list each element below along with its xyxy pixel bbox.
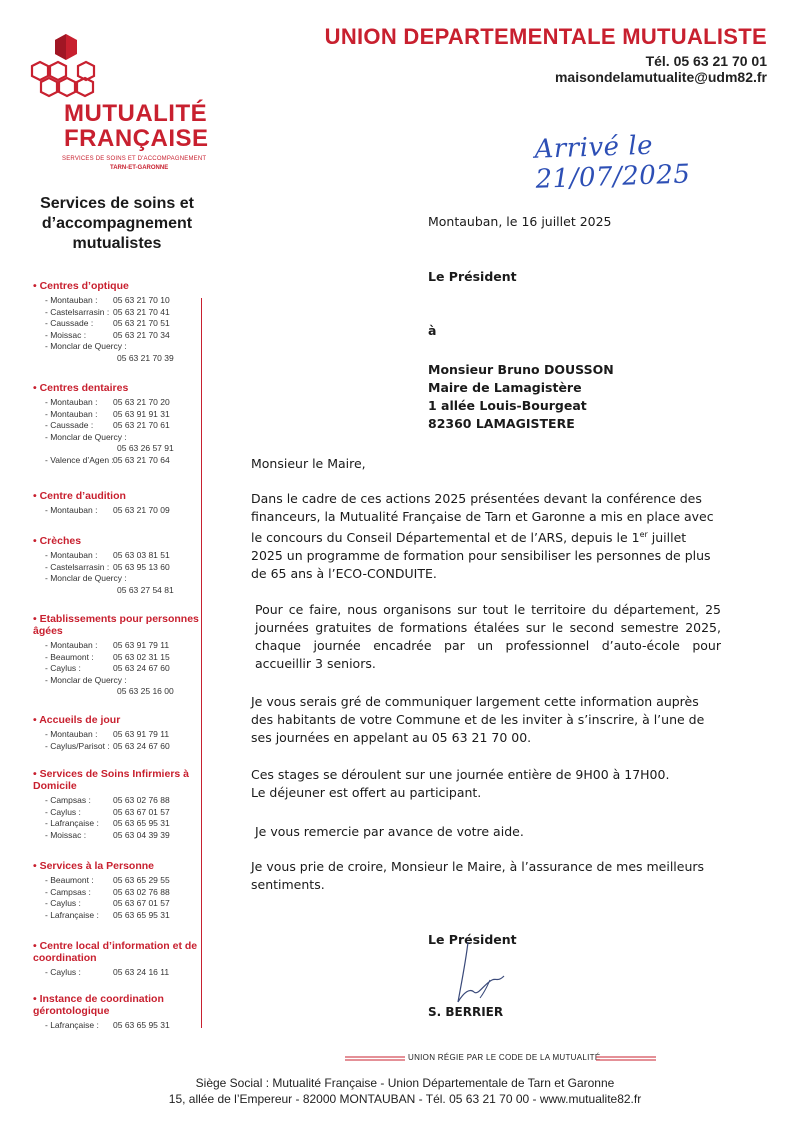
- section-title: • Accueils de jour: [33, 714, 121, 726]
- list-item: - Caylus/Parisot : 05 63 24 67 60: [45, 740, 170, 751]
- paragraph-3: Je vous serais gré de communiquer largement cette information auprès des habitants de votre Commune et de les inviter à s’inscrire, à l’une de ses journées en appelant au 05 63 21 70 00.: [251, 694, 705, 745]
- sidebar-section-dentaires: [33, 382, 201, 466]
- recipient-city: 82360 LAMAGISTERE: [428, 416, 575, 431]
- list-item: - Montauban : 05 63 91 91 31: [45, 408, 170, 419]
- mutualite-francaise-logo: [18, 30, 209, 180]
- signature-title: Le Président: [428, 932, 517, 947]
- sender-title: Le Président: [428, 269, 517, 284]
- footer-head-office: Siège Social : Mutualité Française - Union Départementale de Tarn et Garonne: [195, 1076, 615, 1090]
- sidebar-title: Services de soins et d’accompagnement mutualistes: [40, 195, 194, 252]
- list-item: - Caylus : 05 63 24 67 60: [45, 663, 170, 673]
- brand-line1: MUTUALITÉ: [64, 100, 208, 127]
- sidebar-section-audition: [33, 490, 201, 517]
- sidebar-section-services-personne: [33, 860, 201, 921]
- footer-address: 15, allée de l’Empereur - 82000 MONTAUBAN - Tél. 05 63 21 70 00 - www.mutualite82.fr: [168, 1092, 642, 1106]
- list-item: - Caussade : 05 63 21 70 61: [45, 420, 170, 430]
- list-item: - Monclar de Quercy : 05 63 25 16 00: [45, 674, 174, 696]
- list-item: - Lafrançaise : 05 63 65 95 31: [45, 909, 170, 920]
- recipient-role: Maire de Lamagistère: [428, 380, 582, 395]
- section-title: • Centre d’audition: [33, 490, 126, 502]
- section-title: • Etablissements pour personnes âgées: [33, 613, 199, 637]
- footer-divider-left: [345, 1056, 405, 1062]
- paragraph-4: Ces stages se déroulent sur une journée entière de 9H00 à 17H00. Le déjeuner est offert au participant.: [251, 767, 670, 800]
- list-item: - Montauban : 05 63 91 79 11: [45, 640, 170, 650]
- section-title: • Crèches: [33, 535, 82, 547]
- list-item: - Montauban : 05 63 21 70 20: [45, 397, 170, 407]
- list-item: - Monclar de Quercy : 05 63 27 54 81: [45, 573, 174, 595]
- section-title: • Services à la Personne: [33, 860, 154, 872]
- org-email: maisondelamutualite@udm82.fr: [554, 69, 767, 85]
- section-title: • Instance de coordination gérontologique: [33, 993, 164, 1017]
- hexagon-logo-icon: [18, 30, 193, 100]
- to-label: à: [428, 323, 437, 338]
- sidebar-section-creches: [33, 535, 201, 596]
- list-item: - Lafrançaise : 05 63 65 95 31: [45, 1020, 170, 1030]
- paragraph-5: Je vous remercie par avance de votre aide.: [255, 824, 524, 839]
- brand-line2: FRANÇAISE: [64, 125, 209, 152]
- footer-union-note: UNION RÉGIE PAR LE CODE DE LA MUTUALITÉ: [408, 1053, 601, 1062]
- handwritten-received-note: Arrivé le 21/07/2025: [534, 130, 691, 195]
- paragraph-6: Je vous prie de croire, Monsieur le Maire, à l’assurance de mes meilleurs sentiments.: [251, 859, 705, 892]
- list-item: - Campsas : 05 63 02 76 88: [45, 886, 170, 897]
- org-name: UNION DEPARTEMENTALE MUTUALISTE: [324, 24, 767, 49]
- recipient-street: 1 allée Louis-Bourgeat: [428, 398, 587, 413]
- list-item: - Beaumont : 05 63 02 31 15: [45, 651, 170, 662]
- list-item: - Castelsarrasin : 05 63 21 70 41: [45, 306, 170, 317]
- section-title: • Centres d’optique: [33, 280, 129, 292]
- sidebar-section-accueils-jour: [33, 714, 201, 752]
- paragraph-2: Pour ce faire, nous organisons sur tout le territoire du département, 25 journées gratuites de formations étalées sur le second semestre 2025, chaque journée encadrée par un professionnel d’auto-école pour accueillir 3 seniors.: [255, 602, 721, 671]
- list-item: - Montauban : 05 63 21 70 10: [45, 295, 170, 305]
- list-item: - Montauban : 05 63 21 70 09: [45, 505, 170, 515]
- section-title: • Centres dentaires: [33, 382, 129, 394]
- list-item: - Caylus : 05 63 24 16 11: [45, 967, 170, 977]
- list-item: - Campsas : 05 63 02 76 88: [45, 795, 170, 805]
- salutation: Monsieur le Maire,: [251, 456, 366, 471]
- section-title: • Centre local d’information et de coordination: [33, 940, 198, 964]
- org-phone: Tél. 05 63 21 70 01: [645, 53, 767, 69]
- signature-name: S. BERRIER: [428, 1005, 504, 1019]
- paragraph-1: Dans le cadre de ces actions 2025 présentées devant la conférence des financeurs, la Mutualité Française de Tarn et Garonne a mis en place avec le concours du Conseil Départemental et de l’ARS, depuis le 1er juillet 2025 un programme de formation pour sensibiliser les personnes de plus de 65 ans à l’ECO-CONDUITE.: [251, 491, 714, 582]
- list-item: - Beaumont : 05 63 65 29 55: [45, 875, 170, 885]
- sidebar-section-optique: [33, 280, 201, 364]
- list-item: - Monclar de Quercy : 05 63 21 70 39: [45, 341, 174, 363]
- list-item: - Valence d’Agen : 05 63 21 70 64: [45, 454, 170, 465]
- list-item: - Castelsarrasin : 05 63 95 13 60: [45, 561, 170, 572]
- list-item: - Caylus : 05 63 67 01 57: [45, 806, 170, 817]
- recipient-name: Monsieur Bruno DOUSSON: [428, 362, 614, 377]
- sidebar-section-gerontologique: [33, 993, 201, 1032]
- footer-divider-right: [596, 1056, 656, 1062]
- list-item: - Monclar de Quercy : 05 63 26 57 91: [45, 431, 174, 453]
- list-item: - Lafrançaise : 05 63 65 95 31: [45, 818, 170, 828]
- sidebar-section-ssiad: [33, 768, 201, 841]
- brand-tagline: SERVICES DE SOINS ET D'ACCOMPAGNEMENT: [62, 156, 207, 162]
- letter-date: Montauban, le 16 juillet 2025: [428, 214, 612, 229]
- list-item: - Montauban : 05 63 03 81 51: [45, 550, 170, 560]
- handwritten-signature: [440, 940, 530, 1010]
- sidebar-section-personnes-agees: [33, 613, 201, 698]
- sidebar-section-clic: [33, 940, 201, 979]
- brand-region: TARN-ET-GARONNE: [110, 165, 169, 171]
- list-item: - Caylus : 05 63 67 01 57: [45, 898, 170, 908]
- list-item: - Moissac : 05 63 04 39 39: [45, 829, 170, 840]
- list-item: - Montauban : 05 63 91 79 11: [45, 729, 170, 739]
- list-item: - Moissac : 05 63 21 70 34: [45, 329, 170, 340]
- section-title: • Services de Soins Infirmiers à Domicile: [33, 768, 189, 792]
- sidebar-divider: [201, 298, 202, 1028]
- list-item: - Caussade : 05 63 21 70 51: [45, 318, 170, 328]
